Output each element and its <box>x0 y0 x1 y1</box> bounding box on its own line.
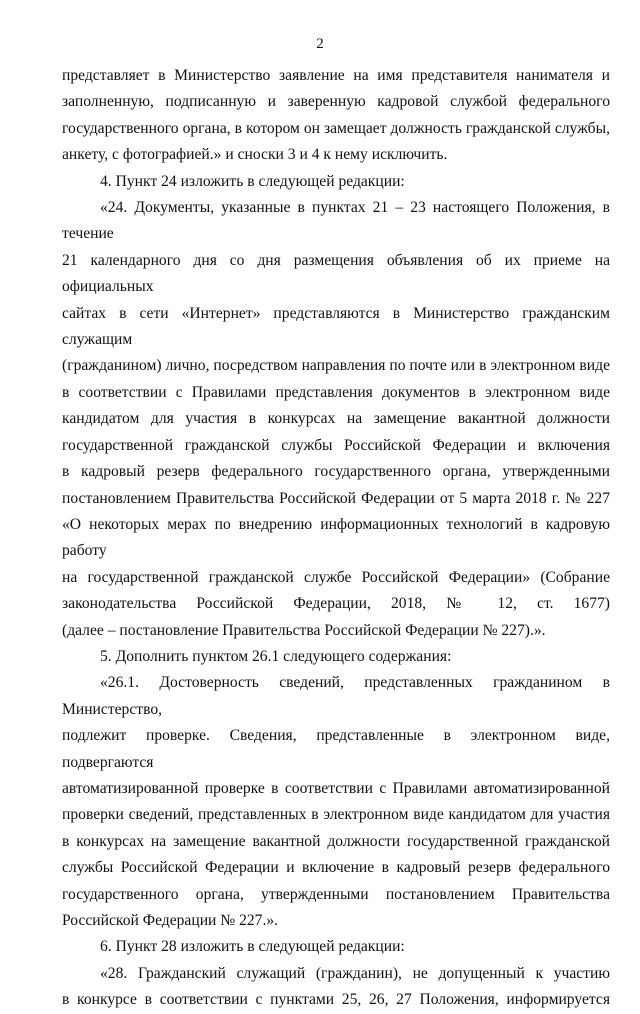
paragraph-line: государственной гражданской службы Российской Федерации и включения <box>62 436 610 454</box>
paragraph-line: (далее – постановление Правительства Российской Федерации № 227).». <box>62 621 546 639</box>
list-item-6: 6. Пункт 28 изложить в следующей редакции: <box>100 938 405 956</box>
list-item-4: 4. Пункт 24 изложить в следующей редакции: <box>100 172 405 190</box>
paragraph-line: законодательства Российской Федерации, 2018, № 12, ст. 1677) <box>62 595 610 613</box>
paragraph-line: в соответствии с Правилами представления документов в электронном виде <box>62 383 610 401</box>
paragraph-line: 21 календарного дня со дня размещения объявления об их приеме на официальных <box>62 251 610 296</box>
paragraph-line: проверки сведений, представленных в электронном виде кандидатом для участия <box>62 806 610 824</box>
document-body <box>62 63 610 1014</box>
paragraph-line: в конкурсах на замещение вакантной должности государственной гражданской <box>62 832 610 850</box>
paragraph-line: «24. Документы, указанные в пунктах 21 – 23 настоящего Положения, в течение <box>62 199 610 243</box>
paragraph-line: «28. Гражданский служащий (гражданин), не допущенный к участию <box>100 964 610 982</box>
paragraph-line: службы Российской Федерации и включение в кадровый резерв федерального <box>62 859 610 877</box>
paragraph-line: «26.1. Достоверность сведений, представленных гражданином в Министерство, <box>62 674 610 718</box>
paragraph-line: «О некоторых мерах по внедрению информационных технологий в кадровую работу <box>62 515 610 560</box>
paragraph-line: постановлением Правительства Российской Федерации от 5 марта 2018 г. № 227 <box>62 489 610 507</box>
paragraph-line: в кадровый резерв федерального государственного органа, утвержденными <box>62 463 610 481</box>
paragraph-line: кандидатом для участия в конкурсах на замещение вакантной должности <box>62 410 610 428</box>
paragraph-line: в конкурсе в соответствии с пунктами 25, 26, 27 Положения, информируется <box>62 991 610 1009</box>
paragraph-line: сайтах в сети «Интернет» представляются в Министерство гражданским служащим <box>62 304 610 349</box>
list-item-5: 5. Дополнить пунктом 26.1 следующего содержания: <box>100 647 452 665</box>
page-number: 2 <box>316 36 324 52</box>
paragraph-line: государственного органа, утвержденными постановлением Правительства <box>62 885 610 903</box>
paragraph-line: подлежит проверке. Сведения, представленные в электронном виде, подвергаются <box>62 727 610 771</box>
paragraph-line: на государственной гражданской службе Российской Федерации» (Собрание <box>62 568 610 586</box>
paragraph-line: Российской Федерации № 227.». <box>62 912 279 929</box>
paragraph-line: (гражданином) лично, посредством направления по почте или в электронном виде <box>62 357 610 375</box>
paragraph-line: автоматизированной проверке в соответствии с Правилами автоматизированной <box>62 779 610 797</box>
paragraph-line: заполненную, подписанную и заверенную кадровой службой федерального <box>62 93 610 111</box>
paragraph-line: государственного органа, в котором он замещает должность гражданской службы, <box>62 119 610 137</box>
paragraph-line: анкету, с фотографией.» и сноски 3 и 4 к нему исключить. <box>62 146 448 164</box>
paragraph-line: представляет в Министерство заявление на имя представителя нанимателя и <box>62 67 610 84</box>
